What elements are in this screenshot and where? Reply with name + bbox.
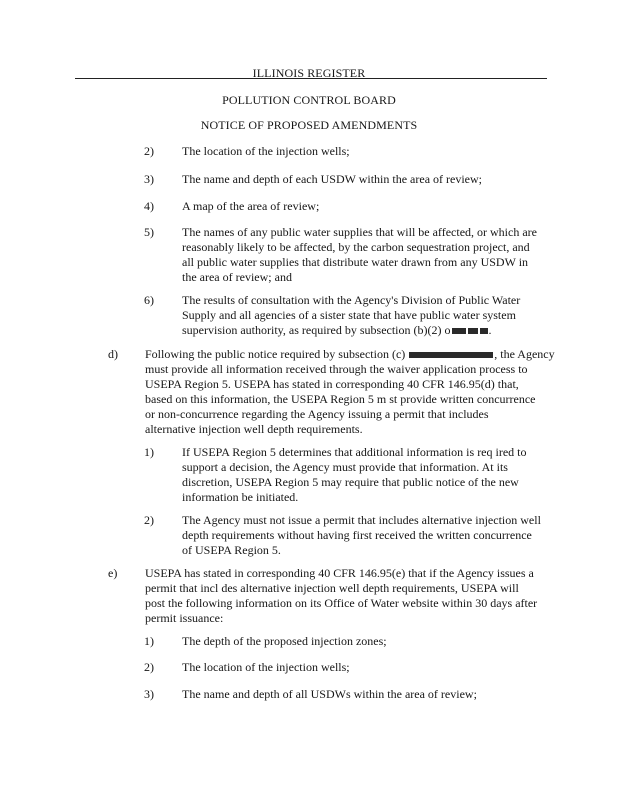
d-2-line: of USEPA Region 5. <box>182 543 281 557</box>
section-e-label: e) <box>108 566 118 580</box>
notice-title: NOTICE OF PROPOSED AMENDMENTS <box>200 118 418 132</box>
board-title: POLLUTION CONTROL BOARD <box>222 93 396 107</box>
header-rule <box>75 78 547 79</box>
section-d-line: alternative injection well depth requirements. <box>145 422 363 436</box>
redaction-mark <box>480 328 488 334</box>
item-6-line: The results of consultation with the Agency's Division of Public Water <box>182 293 521 307</box>
item-3-number: 3) <box>144 172 154 186</box>
section-e-line: post the following information on its Office of Water website within 30 days after <box>145 596 538 610</box>
d-1-line: discretion, USEPA Region 5 may require that public notice of the new <box>182 475 519 489</box>
section-d-line <box>145 346 555 362</box>
e-2-number: 2) <box>144 660 154 674</box>
section-e-line: permit issuance: <box>145 611 224 625</box>
section-d-line: based on this information, the USEPA Region 5 m st provide written concurrence <box>145 392 536 406</box>
item-5-line: The names of any public water supplies that will be affected, or which are <box>182 225 537 239</box>
item-5-number: 5) <box>144 225 154 239</box>
section-d-line-start: Following the public notice required by subsection (c) <box>145 347 406 361</box>
section-d-line: or non-concurrence regarding the Agency issuing a permit that includes <box>145 407 489 421</box>
section-d-line: USEPA Region 5. USEPA has stated in corresponding 40 CFR 146.95(d) that, <box>145 377 519 391</box>
item-2-text: The location of the injection wells; <box>182 144 350 158</box>
redaction-mark <box>409 352 493 358</box>
item-5-line: reasonably likely to be affected, by the carbon sequestration project, and <box>182 240 530 254</box>
e-3-number: 3) <box>144 687 154 701</box>
section-d-label: d) <box>108 347 118 361</box>
e-2-text: The location of the injection wells; <box>182 660 350 674</box>
e-1-text: The depth of the proposed injection zones; <box>182 634 387 648</box>
register-title: ILLINOIS REGISTER <box>252 66 366 80</box>
e-1-number: 1) <box>144 634 154 648</box>
d-1-line: support a decision, the Agency must provide that information. At its <box>182 460 508 474</box>
section-e-line: permit that incl des alternative injection well depth requirements, USEPA will <box>145 581 519 595</box>
item-6-line-text: supervision authority, as required by subsection (b)(2) o <box>182 323 451 337</box>
item-6-end: . <box>488 323 492 337</box>
item-3-text: The name and depth of each USDW within the area of review; <box>182 172 482 186</box>
redaction-mark <box>452 328 466 334</box>
d-1-line: information be initiated. <box>182 490 299 504</box>
item-2-number: 2) <box>144 144 154 158</box>
item-5-line: all public water supplies that distribute water drawn from any USDW in <box>182 255 529 269</box>
item-5-line: the area of review; and <box>182 270 292 284</box>
e-3-text: The name and depth of all USDWs within the area of review; <box>182 687 477 701</box>
item-6-number: 6) <box>144 293 154 307</box>
redaction-mark <box>468 328 478 334</box>
item-4-number: 4) <box>144 199 154 213</box>
section-e-line: USEPA has stated in corresponding 40 CFR 146.95(e) that if the Agency issues a <box>145 566 534 580</box>
d-2-number: 2) <box>144 513 154 527</box>
d-1-number: 1) <box>144 445 154 459</box>
item-4-text: A map of the area of review; <box>182 199 320 213</box>
item-6-line: Supply and all agencies of a sister state that have public water system <box>182 308 516 322</box>
section-d-line: must provide all information received through the waiver application process to <box>145 362 528 376</box>
d-2-line: The Agency must not issue a permit that includes alternative injection well <box>182 513 541 527</box>
item-6-line <box>182 322 492 338</box>
d-2-line: depth requirements without having first received the written concurrence <box>182 528 532 542</box>
d-1-line: If USEPA Region 5 determines that additional information is req ired to <box>182 445 527 459</box>
section-d-line-end: , the Agency <box>494 347 555 361</box>
